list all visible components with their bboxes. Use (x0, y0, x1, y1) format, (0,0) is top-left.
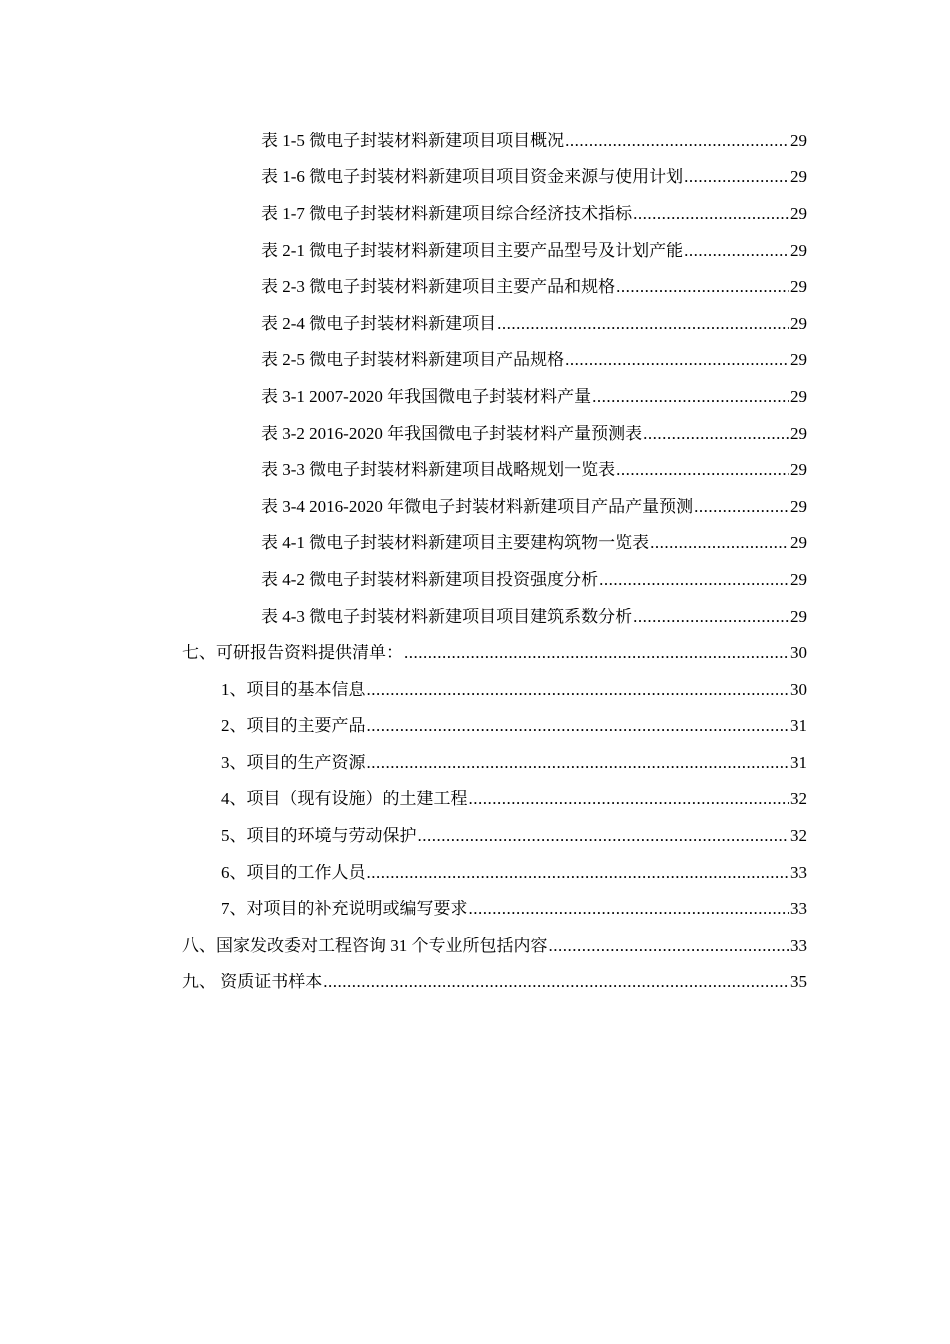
toc-entry-label: 表 3-3 微电子封装材料新建项目战略规划一览表 (261, 461, 616, 479)
toc-dot-leader (616, 278, 789, 295)
toc-entry[interactable] (0, 671, 950, 708)
toc-entry[interactable] (0, 927, 950, 964)
toc-dot-leader (497, 315, 789, 332)
toc-entry[interactable] (0, 268, 950, 305)
toc-entry[interactable] (0, 854, 950, 891)
toc-dot-leader (469, 900, 790, 917)
toc-entry[interactable] (0, 305, 950, 342)
toc-entry-label: 九、 资质证书样本 (182, 973, 323, 991)
toc-entry-label: 4、项目（现有设施）的土建工程 (221, 790, 468, 808)
toc-dot-leader (684, 242, 789, 259)
toc-entry-label: 表 3-4 2016-2020 年微电子封装材料新建项目产品产量预测 (261, 497, 694, 515)
toc-entry-label: 表 3-1 2007-2020 年我国微电子封装材料产量 (261, 387, 592, 405)
toc-dot-leader (367, 717, 790, 734)
toc-entry[interactable] (0, 744, 950, 781)
toc-entry[interactable] (0, 964, 950, 1001)
toc-page-number: 29 (790, 278, 807, 296)
toc-entry-label: 表 1-5 微电子封装材料新建项目项目概况 (261, 131, 565, 149)
toc-entry-label: 表 1-6 微电子封装材料新建项目项目资金来源与使用计划 (261, 168, 684, 186)
toc-dot-leader (367, 754, 790, 771)
toc-page-number: 29 (790, 351, 807, 369)
toc-page-number: 33 (790, 863, 807, 881)
toc-entry[interactable] (0, 817, 950, 854)
toc-entry-label: 1、项目的基本信息 (221, 680, 366, 698)
toc-dot-leader (684, 168, 789, 185)
toc-dot-leader (565, 351, 789, 368)
toc-dot-leader (633, 608, 789, 625)
toc-dot-leader (323, 973, 789, 990)
toc-dot-leader (367, 864, 790, 881)
toc-dot-leader (599, 571, 789, 588)
toc-page-number: 33 (790, 936, 807, 954)
toc-dot-leader (367, 681, 790, 698)
toc-entry[interactable] (0, 451, 950, 488)
toc-page-number: 29 (790, 204, 807, 222)
toc-entry-label: 7、对项目的补充说明或编写要求 (221, 900, 468, 918)
toc-entry[interactable] (0, 561, 950, 598)
toc-dot-leader (633, 205, 789, 222)
toc-page-number: 29 (790, 131, 807, 149)
toc-entry-label: 表 2-5 微电子封装材料新建项目产品规格 (261, 351, 565, 369)
toc-entry-label: 5、项目的环境与劳动保护 (221, 827, 417, 845)
toc-page-number: 29 (790, 497, 807, 515)
toc-entry[interactable] (0, 378, 950, 415)
toc-entry[interactable] (0, 525, 950, 562)
toc-page-number: 29 (790, 570, 807, 588)
toc-entry-label: 表 4-3 微电子封装材料新建项目项目建筑系数分析 (261, 607, 633, 625)
toc-page-number: 29 (790, 534, 807, 552)
toc-entry[interactable] (0, 159, 950, 196)
toc-page-number: 29 (790, 424, 807, 442)
table-of-contents (0, 122, 950, 1000)
toc-entry[interactable] (0, 781, 950, 818)
toc-dot-leader (469, 790, 790, 807)
toc-entry[interactable] (0, 342, 950, 379)
toc-entry-label: 表 4-2 微电子封装材料新建项目投资强度分析 (261, 570, 599, 588)
toc-page-number: 29 (790, 461, 807, 479)
toc-dot-leader (592, 388, 789, 405)
toc-page-number: 29 (790, 241, 807, 259)
toc-page-number: 29 (790, 607, 807, 625)
toc-entry[interactable] (0, 488, 950, 525)
toc-entry-label: 3、项目的生产资源 (221, 753, 366, 771)
toc-dot-leader (549, 937, 790, 954)
toc-entry-label: 八、国家发改委对工程咨询 31 个专业所包括内容 (182, 936, 548, 954)
toc-page-number: 31 (790, 753, 807, 771)
toc-entry[interactable] (0, 890, 950, 927)
toc-dot-leader (650, 534, 789, 551)
toc-entry-label: 七、可研报告资料提供清单： (182, 644, 403, 662)
toc-entry[interactable] (0, 195, 950, 232)
toc-entry[interactable] (0, 634, 950, 671)
toc-entry-label: 表 1-7 微电子封装材料新建项目综合经济技术指标 (261, 204, 633, 222)
toc-page-number: 29 (790, 168, 807, 186)
toc-dot-leader (616, 461, 789, 478)
toc-page-number: 31 (790, 717, 807, 735)
toc-entry-label: 6、项目的工作人员 (221, 863, 366, 881)
toc-entry-label: 表 2-4 微电子封装材料新建项目 (261, 314, 497, 332)
toc-entry-label: 2、项目的主要产品 (221, 717, 366, 735)
toc-page-number: 30 (790, 644, 807, 662)
toc-entry-label: 表 3-2 2016-2020 年我国微电子封装材料产量预测表 (261, 424, 643, 442)
toc-page-number: 33 (790, 900, 807, 918)
toc-entry-label: 表 2-1 微电子封装材料新建项目主要产品型号及计划产能 (261, 241, 684, 259)
toc-dot-leader (643, 425, 789, 442)
toc-entry[interactable] (0, 415, 950, 452)
toc-page-number: 30 (790, 680, 807, 698)
toc-page-number: 32 (790, 790, 807, 808)
toc-page-number: 32 (790, 827, 807, 845)
toc-page-number: 29 (790, 387, 807, 405)
toc-entry[interactable] (0, 708, 950, 745)
toc-dot-leader (565, 132, 789, 149)
toc-page-number: 35 (790, 973, 807, 991)
toc-entry-label: 表 2-3 微电子封装材料新建项目主要产品和规格 (261, 278, 616, 296)
toc-entry[interactable] (0, 598, 950, 635)
toc-entry[interactable] (0, 122, 950, 159)
toc-entry[interactable] (0, 232, 950, 269)
toc-dot-leader (694, 498, 789, 515)
toc-dot-leader (404, 644, 789, 661)
toc-page-number: 29 (790, 314, 807, 332)
toc-dot-leader (418, 827, 790, 844)
toc-entry-label: 表 4-1 微电子封装材料新建项目主要建构筑物一览表 (261, 534, 650, 552)
